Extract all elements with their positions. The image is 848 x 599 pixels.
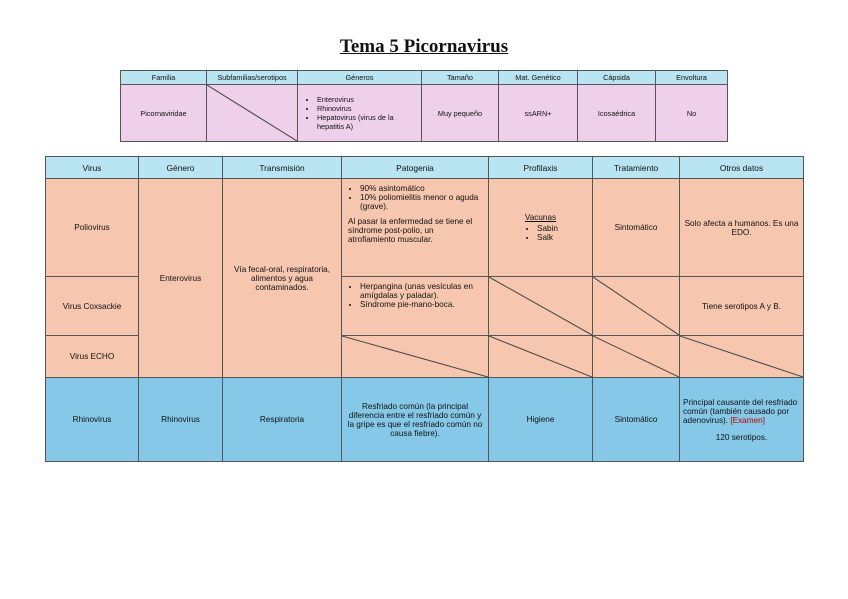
summary-table	[120, 70, 728, 142]
tratamiento-rhinovirus: Sintomático	[593, 378, 680, 462]
header-tamano: Tamaño	[422, 71, 499, 85]
genero-rhinovirus: Rhinovirus	[139, 378, 223, 462]
tratamiento-coxsackie-empty	[593, 277, 680, 336]
vacuna-item: • Salk	[537, 233, 558, 242]
cell-capsida: Icosaédrica	[578, 85, 656, 142]
otros-rhino-text: Principal causante del resfriado común (también causado por adenovirus).	[683, 397, 798, 425]
patogenia-rhinovirus: Resfriado común (la principal diferencia entre el resfriado común y la gripe es que el resfriado común no causa fiebre).	[342, 378, 489, 462]
header-otros-datos: Otros datos	[680, 157, 804, 179]
virus-rhinovirus: Rhinovirus	[46, 378, 139, 462]
patogenia-coxsackie	[342, 277, 489, 336]
profilaxis-echo-empty	[489, 336, 593, 378]
virus-poliovirus: Poliovirus	[46, 179, 139, 277]
header-envoltura: Envoltura	[656, 71, 728, 85]
table-row	[46, 378, 804, 462]
genero-item: • Rhinovirus	[317, 104, 418, 113]
genero-enterovirus: Enterovirus	[139, 179, 223, 378]
transmision-rhinovirus: Respiratoria	[223, 378, 342, 462]
virus-echo: Virus ECHO	[46, 336, 139, 378]
otros-rhino-serotipos: 120 serotipos.	[715, 432, 768, 442]
table-row	[46, 179, 804, 277]
otros-coxsackie: Tiene serotipos A y B.	[680, 277, 804, 336]
otros-rhinovirus	[680, 378, 804, 462]
header-virus: Virus	[46, 157, 139, 179]
otros-echo-empty	[680, 336, 804, 378]
patogenia-item: • 10% poliomielitis menor o aguda (grave).	[360, 193, 482, 211]
header-generos: Géneros	[298, 71, 422, 85]
page-title: Tema 5 Picornavirus	[339, 36, 509, 57]
profilaxis-coxsackie-empty	[489, 277, 593, 336]
transmision-enterovirus: Vía fecal-oral, respiratoria, alimentos y agua contaminados.	[223, 179, 342, 378]
patogenia-item: • 90% asintomático	[360, 184, 482, 193]
patogenia-polio	[342, 179, 489, 277]
header-transmision: Transmisión	[223, 157, 342, 179]
cell-subfamilias-empty	[207, 85, 298, 142]
cell-tamano: Muy pequeño	[422, 85, 499, 142]
patogenia-note: Al pasar la enfermedad se tiene el síndrome post-polio, un atrofiamiento muscular.	[348, 217, 473, 244]
cell-envoltura: No	[656, 85, 728, 142]
virus-coxsackie: Virus Coxsackie	[46, 277, 139, 336]
tratamiento-echo-empty	[593, 336, 680, 378]
header-mat-genetico: Mat. Genético	[499, 71, 578, 85]
cell-mat-genetico: ssARN+	[499, 85, 578, 142]
header-capsida: Cápsida	[578, 71, 656, 85]
patogenia-echo-empty	[342, 336, 489, 378]
profilaxis-rhinovirus: Higiene	[489, 378, 593, 462]
virus-table	[45, 156, 804, 462]
patogenia-item: • Síndrome pie-mano-boca.	[360, 300, 482, 309]
header-tratamiento: Tratamiento	[593, 157, 680, 179]
profilaxis-polio	[489, 179, 593, 277]
cell-generos	[298, 85, 422, 142]
vacuna-item: • Sabin	[537, 224, 558, 233]
header-subfamilias: Subfamilias/serotipos	[207, 71, 298, 85]
patogenia-item: • Herpangina (unas vesículas en amígdalas y paladar).	[360, 282, 482, 300]
genero-item: • Hepatovirus (virus de la hepatitis A)	[317, 113, 418, 131]
otros-polio: Solo afecta a humanos. Es una EDO.	[680, 179, 804, 277]
vacunas-title: Vacunas	[524, 213, 557, 222]
cell-familia: Picornaviridae	[121, 85, 207, 142]
header-familia: Familia	[121, 71, 207, 85]
header-genero: Género	[139, 157, 223, 179]
tratamiento-polio: Sintomático	[593, 179, 680, 277]
exam-tag: [Examen]	[730, 415, 765, 425]
header-profilaxis: Profilaxis	[489, 157, 593, 179]
header-patogenia: Patogenia	[342, 157, 489, 179]
genero-item: • Enterovirus	[317, 95, 418, 104]
